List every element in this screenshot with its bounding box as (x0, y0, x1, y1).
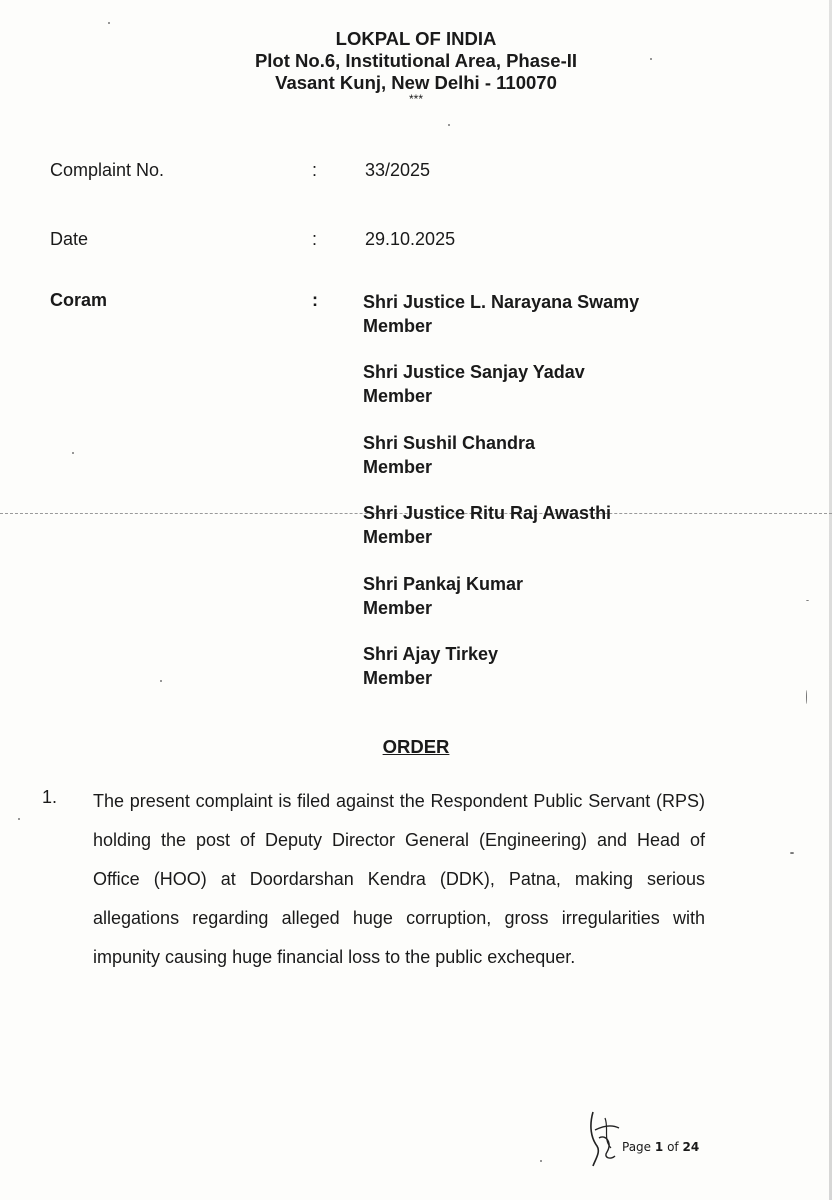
scan-speck (806, 690, 807, 704)
member-name: Shri Ajay Tirkey (363, 644, 499, 664)
coram-member (363, 501, 611, 549)
paragraph-text: The present complaint is filed against the Respondent Public Servant (RPS) holding the post of Deputy Director General (Engineering) and Head of Office (HOO) at Doordarshan Kendra (DDK), Patna, making serious allegations regarding alleged huge corruption, gross irregularities with impunity causing huge financial loss to the public exchequer. (93, 791, 705, 967)
member-role: Member (363, 316, 433, 336)
order-heading: ORDER (382, 736, 450, 757)
member-role: Member (363, 598, 433, 618)
org-name: LOKPAL OF INDIA (335, 28, 497, 49)
letterhead (0, 28, 832, 104)
date-label: Date (50, 229, 89, 249)
member-role: Member (363, 457, 433, 477)
page-of: of (667, 1140, 679, 1154)
address-line-1: Plot No.6, Institutional Area, Phase-II (254, 50, 578, 71)
scan-speck (108, 22, 110, 24)
member-name: Shri Justice L. Narayana Swamy (363, 292, 640, 312)
complaint-label: Complaint No. (50, 160, 165, 180)
coram-member (363, 642, 498, 690)
coram-member (363, 290, 639, 338)
coram-colon: : (312, 290, 318, 310)
complaint-number: 33/2025 (365, 160, 431, 180)
member-role: Member (363, 386, 433, 406)
signature-icon (585, 1108, 625, 1168)
separator-stars: *** (408, 92, 423, 106)
address-line-2: Vasant Kunj, New Delhi - 110070 (275, 72, 557, 93)
page-number (622, 1140, 699, 1154)
member-name: Shri Justice Sanjay Yadav (363, 362, 585, 382)
coram-label: Coram (50, 290, 108, 310)
member-role: Member (363, 527, 433, 547)
member-name: Shri Justice Ritu Raj Awasthi (363, 503, 612, 523)
page-current: 1 (654, 1140, 664, 1154)
scan-speck (72, 452, 74, 454)
complaint-colon: : (312, 160, 318, 180)
scan-speck (448, 124, 450, 126)
member-role: Member (363, 668, 433, 688)
scan-speck (160, 680, 162, 682)
coram-member (363, 431, 535, 479)
scan-speck (806, 600, 809, 601)
member-name: Shri Pankaj Kumar (363, 574, 524, 594)
scan-speck (540, 1160, 542, 1162)
coram-member (363, 572, 523, 620)
date-value: 29.10.2025 (365, 229, 456, 249)
date-colon: : (312, 229, 318, 249)
coram-member (363, 360, 585, 408)
page-total: 24 (682, 1140, 700, 1154)
scan-speck (18, 818, 20, 820)
scan-speck (790, 852, 794, 854)
member-name: Shri Sushil Chandra (363, 433, 536, 453)
paragraph-number: 1. (42, 787, 58, 807)
scan-speck (650, 58, 652, 60)
page-prefix: Page (622, 1140, 652, 1154)
